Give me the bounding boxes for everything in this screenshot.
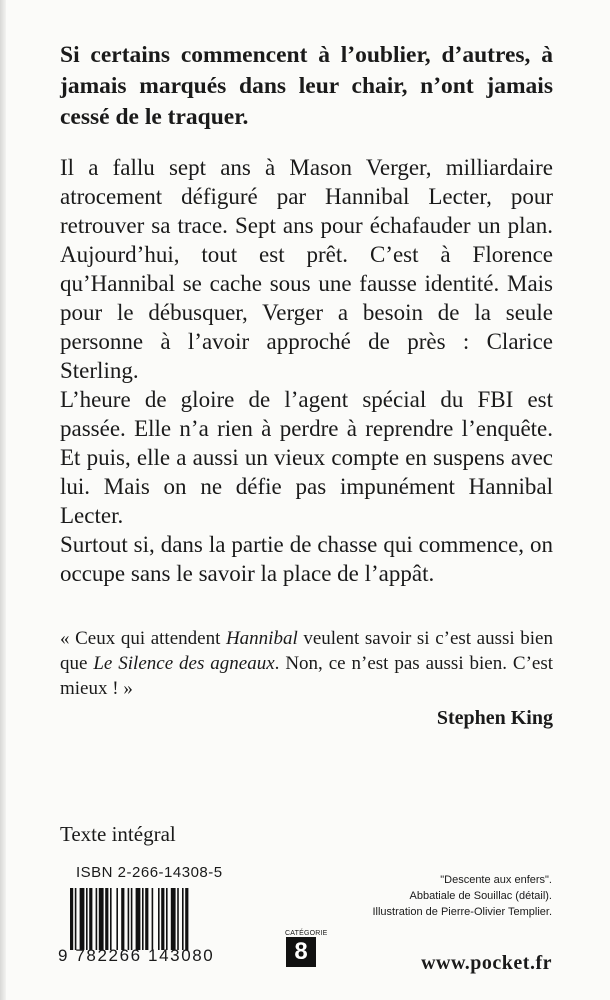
cover-credits <box>372 872 552 920</box>
quote-author: Stephen King <box>436 707 553 729</box>
synopsis-paragraph: Surtout si, dans la partie de chasse qui commence, on occupe sans le savoir la place de l’appât. <box>60 532 553 586</box>
quote-title-hannibal: Hannibal <box>225 628 298 649</box>
quote-text: veulent savoir si c’est aussi bien que <box>60 628 553 674</box>
barcode <box>58 888 238 972</box>
synopsis-paragraph: Il a fallu sept ans à Mason Verger, milliardaire atrocement défiguré par Hannibal Lecter, pour retrouver sa trace. Sept ans pour échafauder un plan. Aujourd’hui, tout est prêt. C’est à Florence qu’Hannibal se cache sous une fausse identité. Mais pour le débusquer, Verger a besoin de la seule personne à l’avoir approché de près : Clarice Sterling. <box>60 155 553 383</box>
publisher-website: www.pocket.fr <box>421 952 552 974</box>
category-badge <box>285 930 328 967</box>
tagline: Si certains commencent à l’oublier, d’autres, à jamais marqués dans leur chair, n’ont jamais cessé de le traquer. <box>60 42 553 130</box>
quote-text: . Non, ce n’est pas aussi bien. C’est mieux ! » <box>60 653 554 699</box>
credit-line: "Descente aux enfers". <box>440 874 552 886</box>
quote-title-silence: Le Silence des agneaux <box>93 653 275 674</box>
isbn: ISBN 2-266-14308-5 <box>76 864 223 881</box>
category-number: 8 <box>286 937 316 967</box>
synopsis <box>60 153 553 588</box>
barcode-icon <box>70 888 235 950</box>
edition-note: Texte intégral <box>60 822 176 846</box>
page-edge <box>0 0 6 1000</box>
review-quote <box>60 626 553 701</box>
synopsis-paragraph: L’heure de gloire de l’agent spécial du FBI est passée. Elle n’a rien à perdre à reprendre l’enquête. Et puis, elle a aussi un vieux compte en suspens avec lui. Mais on ne défie pas impunément Hannibal Lecter. <box>60 387 553 528</box>
credit-line: Abbatiale de Souillac (détail). <box>409 890 552 902</box>
category-label: CATÉGORIE <box>285 930 328 937</box>
credit-line: Illustration de Pierre-Olivier Templier. <box>372 906 552 918</box>
barcode-digits: 9 782266 143080 <box>58 946 215 965</box>
quote-text: « Ceux qui attendent <box>60 628 226 649</box>
back-cover-text <box>60 40 553 730</box>
